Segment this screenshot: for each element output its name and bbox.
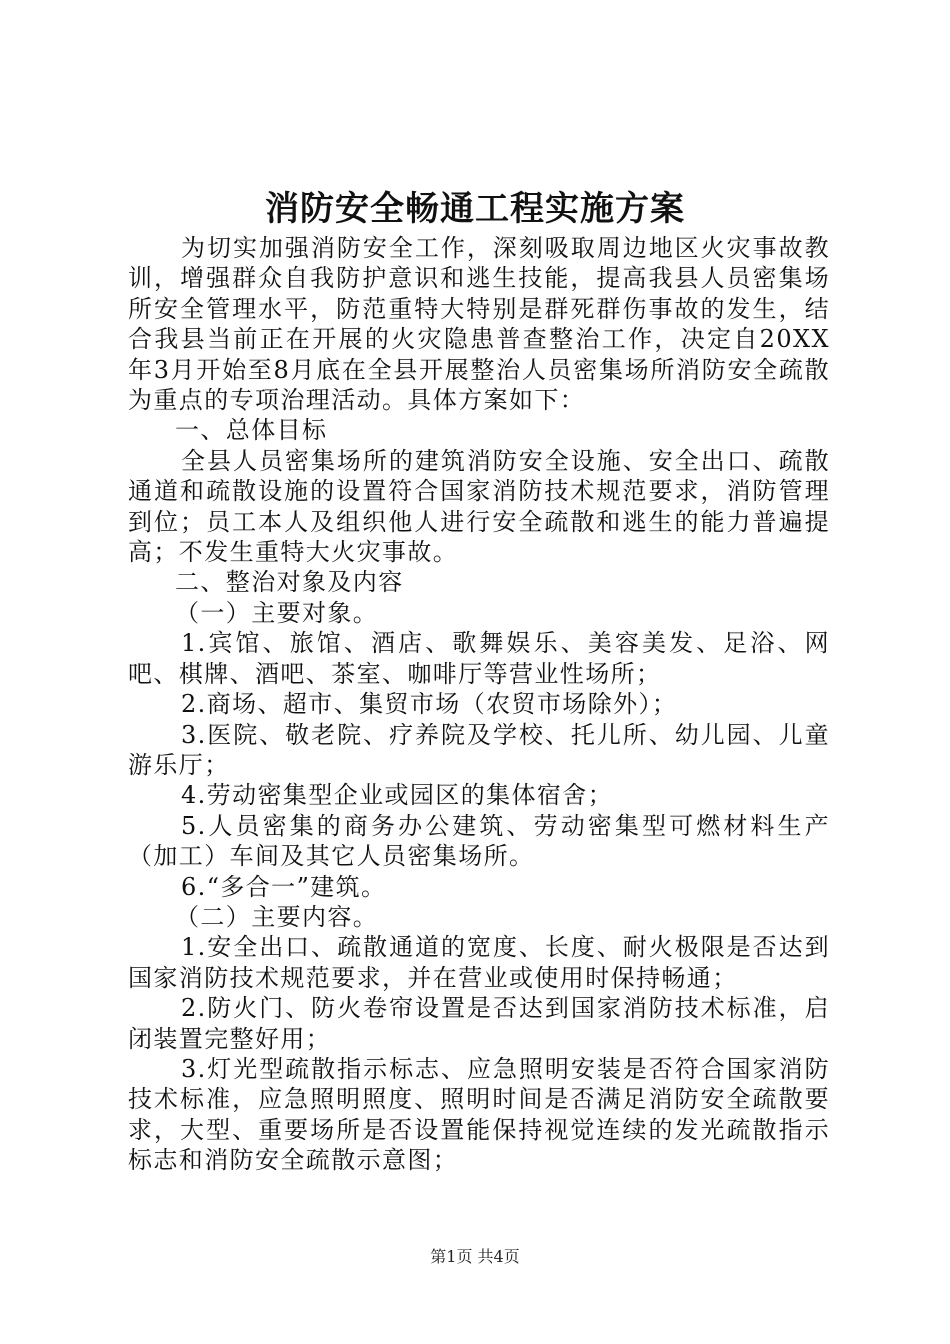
page-footer: 第1页 共4页 — [430, 1247, 520, 1266]
document-body — [128, 233, 830, 1176]
list-item: 2.防火门、防火卷帘设置是否达到国家消防技术标准，启闭装置完整好用； — [128, 994, 830, 1053]
section-heading-goals: 一、总体目标 — [175, 416, 328, 445]
list-item: 2.商场、超市、集贸市场（农贸市场除外）； — [181, 690, 678, 719]
list-item: 3.灯光型疏散指示标志、应急照明安装是否符合国家消防技术标准，应急照明照度、照明时间是否满足消防安全疏散要求，大型、重要场所是否设置能保持视觉连续的发光疏散指示标志和消防安全疏散示意图； — [128, 1054, 830, 1175]
list-item: 1.宾馆、旅馆、酒店、歌舞娱乐、美容美发、足浴、网吧、棋牌、酒吧、茶室、咖啡厅等营业性场所； — [128, 629, 830, 688]
intro-paragraph: 为切实加强消防安全工作，深刻吸取周边地区火灾事故教训，增强群众自我防护意识和逃生技能，提高我县人员密集场所安全管理水平，防范重特大特别是群死群伤事故的发生，结合我县当前正在开展的火灾隐患普查整治工作，决定自20XX年3月开始至8月底在全县开展整治人员密集场所消防安全疏散为重点的专项治理活动。具体方案如下： — [128, 234, 830, 415]
goals-paragraph: 全县人员密集场所的建筑消防安全设施、安全出口、疏散通道和疏散设施的设置符合国家消防技术规范要求，消防管理到位；员工本人及组织他人进行安全疏散和逃生的能力普遍提高；不发生重特大火灾事故。 — [128, 446, 830, 567]
subsection-heading-objects: （一）主要对象。 — [175, 598, 379, 627]
subsection-heading-contents: （二）主要内容。 — [175, 902, 379, 931]
list-item: 4.劳动密集型企业或园区的集体宿舍； — [181, 781, 614, 810]
document-title: 消防安全畅通工程实施方案 — [265, 189, 685, 229]
list-item: 5.人员密集的商务办公建筑、劳动密集型可燃材料生产（加工）车间及其它人员密集场所。 — [128, 811, 830, 871]
list-item: 6.“多合一”建筑。 — [181, 872, 387, 901]
section-heading-targets: 二、整治对象及内容 — [175, 568, 404, 597]
list-item: 1.安全出口、疏散通道的宽度、长度、耐火极限是否达到国家消防技术规范要求，并在营业或使用时保持畅通； — [128, 933, 830, 992]
list-item: 3.医院、敬老院、疗养院及学校、托儿所、幼儿园、儿童游乐厅； — [128, 720, 830, 779]
